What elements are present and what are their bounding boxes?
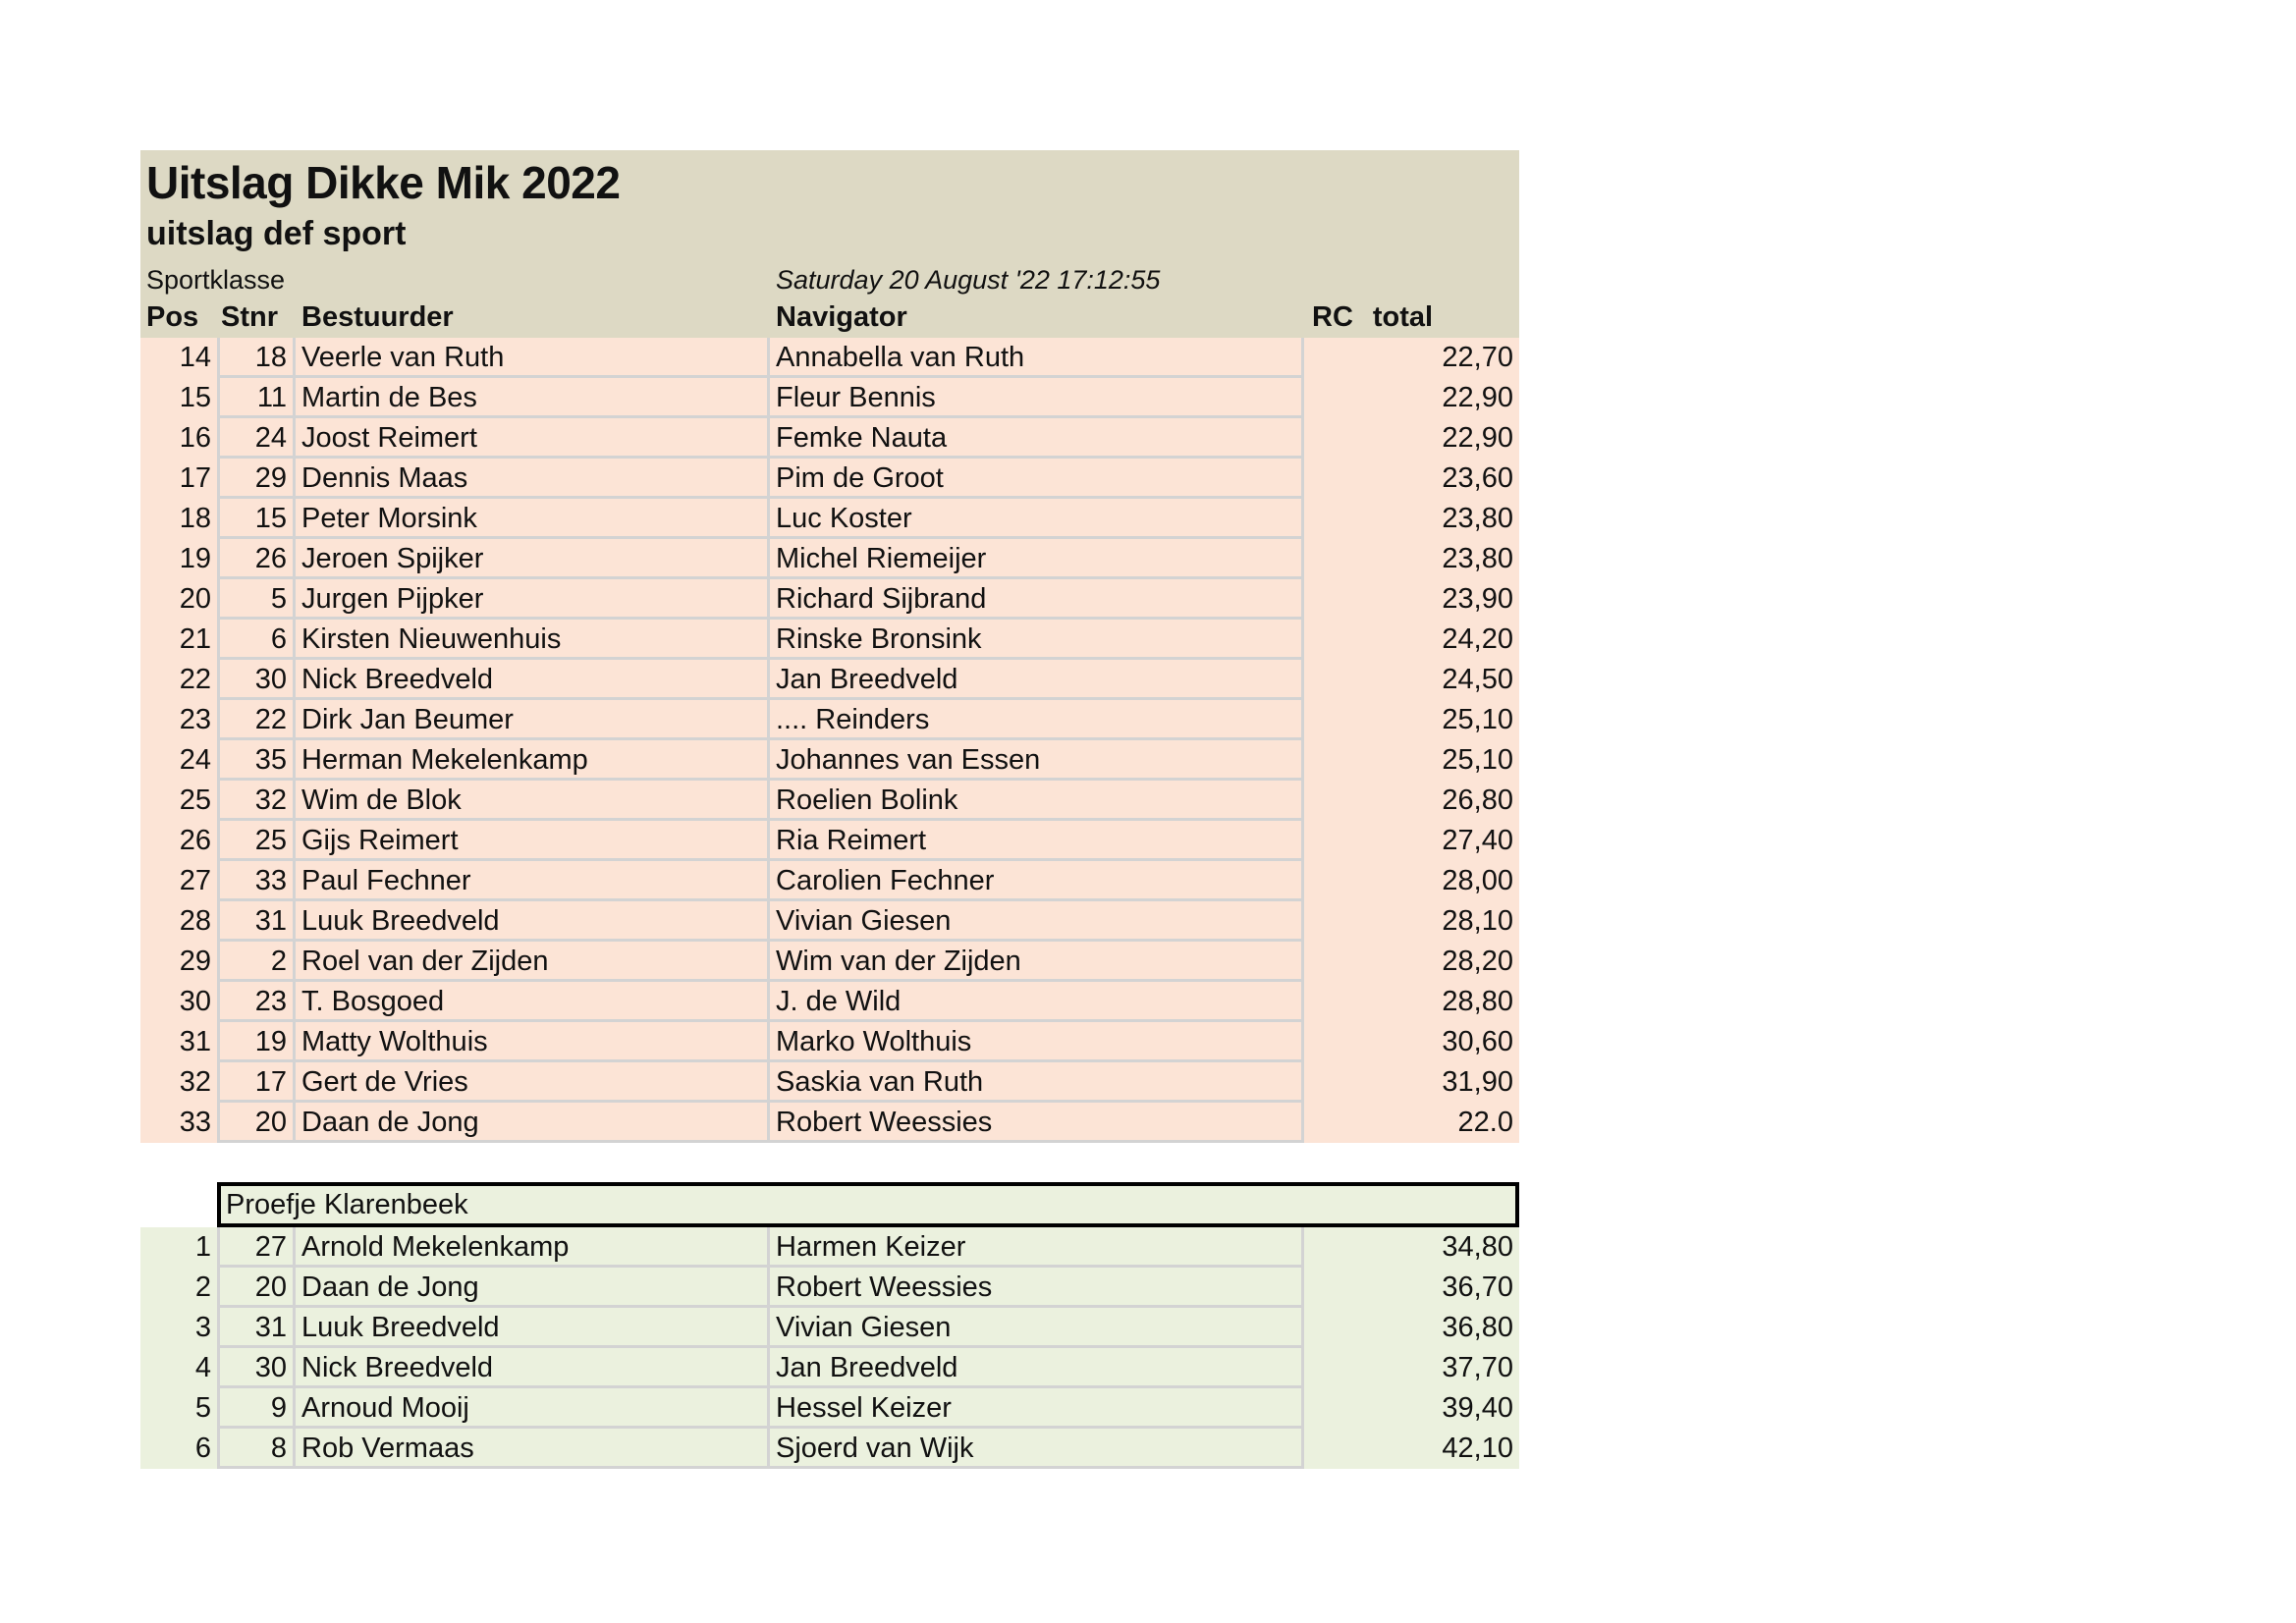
table-row — [140, 620, 1519, 660]
column-header-navigator: Navigator — [776, 301, 907, 333]
bestuurder-cell: Jurgen Pijpker — [296, 579, 770, 620]
total-cell: 30,60 — [1304, 1022, 1519, 1062]
total-cell: 42,10 — [1442, 1433, 1513, 1464]
pos-cell: 25 — [179, 784, 211, 816]
stnr-cell: 31 — [217, 901, 296, 942]
bestuurder-cell: Jeroen Spijker — [296, 539, 770, 579]
bestuurder-cell: Joost Reimert — [296, 418, 770, 459]
navigator-cell: Jan Breedveld — [770, 660, 1304, 700]
pos-cell: 6 — [194, 1433, 211, 1464]
total-cell: 39,40 — [1442, 1392, 1513, 1424]
table-row — [140, 579, 1519, 620]
table-row — [140, 942, 1519, 982]
navigator-cell: J. de Wild — [770, 982, 1304, 1022]
stnr-cell: 23 — [217, 982, 296, 1022]
bestuurder-cell: Daan de Jong — [296, 1103, 770, 1143]
navigator-cell: Saskia van Ruth — [770, 1062, 1304, 1103]
navigator-cell: Michel Riemeijer — [770, 539, 1304, 579]
table-row — [140, 740, 1519, 781]
total-cell: 37,70 — [1442, 1352, 1513, 1383]
stnr-cell: 33 — [217, 861, 296, 901]
proef-table-body — [140, 1227, 1519, 1469]
pos-cell: 4 — [194, 1352, 211, 1383]
table-row — [140, 1308, 1519, 1348]
total-cell: 36,80 — [1442, 1312, 1513, 1343]
stnr-cell: 20 — [217, 1103, 296, 1143]
column-header-stnr: Stnr — [221, 301, 278, 333]
bestuurder-cell: Dennis Maas — [296, 459, 770, 499]
navigator-cell: .... Reinders — [770, 700, 1304, 740]
bestuurder-cell: Nick Breedveld — [296, 660, 770, 700]
navigator-cell: Hessel Keizer — [770, 1388, 1304, 1429]
total-cell: 28,80 — [1304, 982, 1519, 1022]
pos-cell: 33 — [179, 1107, 211, 1138]
bestuurder-cell: Peter Morsink — [296, 499, 770, 539]
bestuurder-cell: Paul Fechner — [296, 861, 770, 901]
navigator-cell: Richard Sijbrand — [770, 579, 1304, 620]
bestuurder-cell: Rob Vermaas — [296, 1429, 770, 1469]
page-subtitle: uitslag def sport — [146, 215, 407, 252]
total-cell: 24,50 — [1304, 660, 1519, 700]
total-cell: 22.0 — [1304, 1103, 1519, 1143]
navigator-cell: Femke Nauta — [770, 418, 1304, 459]
bestuurder-cell: Martin de Bes — [296, 378, 770, 418]
table-row — [140, 539, 1519, 579]
navigator-cell: Rinske Bronsink — [770, 620, 1304, 660]
navigator-cell: Jan Breedveld — [770, 1348, 1304, 1388]
column-header-total: total — [1372, 301, 1434, 333]
table-row — [140, 1022, 1519, 1062]
results-sheet — [140, 150, 1519, 1469]
stnr-cell: 6 — [217, 620, 296, 660]
navigator-cell: Marko Wolthuis — [770, 1022, 1304, 1062]
bestuurder-cell: Gert de Vries — [296, 1062, 770, 1103]
stnr-cell: 11 — [217, 378, 296, 418]
navigator-cell: Robert Weessies — [770, 1268, 1304, 1308]
section-spacer — [140, 1143, 1519, 1182]
stnr-cell: 27 — [217, 1227, 296, 1268]
navigator-cell: Luc Koster — [770, 499, 1304, 539]
navigator-cell: Roelien Bolink — [770, 781, 1304, 821]
total-cell: 28,10 — [1304, 901, 1519, 942]
pos-cell: 1 — [194, 1231, 211, 1263]
stnr-cell: 20 — [217, 1268, 296, 1308]
stnr-cell: 30 — [217, 1348, 296, 1388]
pos-cell: 30 — [179, 986, 211, 1017]
stnr-cell: 17 — [217, 1062, 296, 1103]
bestuurder-cell: T. Bosgoed — [296, 982, 770, 1022]
stnr-cell: 29 — [217, 459, 296, 499]
bestuurder-cell: Arnoud Mooij — [296, 1388, 770, 1429]
navigator-cell: Ria Reimert — [770, 821, 1304, 861]
bestuurder-cell: Wim de Blok — [296, 781, 770, 821]
pos-cell: 23 — [179, 704, 211, 735]
pos-cell: 31 — [179, 1026, 211, 1057]
navigator-cell: Vivian Giesen — [770, 1308, 1304, 1348]
class-label: Sportklasse — [146, 265, 286, 295]
total-cell: 22,90 — [1304, 378, 1519, 418]
navigator-cell: Johannes van Essen — [770, 740, 1304, 781]
column-header-pos: Pos — [146, 301, 199, 333]
pos-cell: 26 — [179, 825, 211, 856]
table-row — [140, 1062, 1519, 1103]
pos-cell: 18 — [179, 503, 211, 534]
stnr-cell: 32 — [217, 781, 296, 821]
table-row — [140, 1429, 1519, 1469]
stnr-cell: 15 — [217, 499, 296, 539]
pos-cell: 22 — [179, 664, 211, 695]
bestuurder-cell: Luuk Breedveld — [296, 901, 770, 942]
stnr-cell: 5 — [217, 579, 296, 620]
pos-cell: 28 — [179, 905, 211, 937]
bestuurder-cell: Dirk Jan Beumer — [296, 700, 770, 740]
total-cell: 28,00 — [1304, 861, 1519, 901]
table-row — [140, 418, 1519, 459]
table-row — [140, 700, 1519, 740]
pos-cell: 16 — [179, 422, 211, 454]
table-row — [140, 1103, 1519, 1143]
stnr-cell: 26 — [217, 539, 296, 579]
total-cell: 25,10 — [1304, 700, 1519, 740]
bestuurder-cell: Roel van der Zijden — [296, 942, 770, 982]
stnr-cell: 22 — [217, 700, 296, 740]
column-header-rc-total — [1304, 298, 1519, 338]
total-cell: 28,20 — [1304, 942, 1519, 982]
table-row — [140, 1388, 1519, 1429]
total-cell: 34,80 — [1442, 1231, 1513, 1263]
total-cell: 27,40 — [1304, 821, 1519, 861]
total-cell: 23,80 — [1304, 499, 1519, 539]
navigator-cell: Wim van der Zijden — [770, 942, 1304, 982]
column-header-rc: RC — [1312, 301, 1353, 333]
stnr-cell: 30 — [217, 660, 296, 700]
stnr-cell: 18 — [217, 338, 296, 378]
pos-cell: 2 — [194, 1271, 211, 1303]
pos-cell: 5 — [194, 1392, 211, 1424]
table-row — [140, 1227, 1519, 1268]
navigator-cell: Vivian Giesen — [770, 901, 1304, 942]
bestuurder-cell: Veerle van Ruth — [296, 338, 770, 378]
total-cell: 31,90 — [1304, 1062, 1519, 1103]
stnr-cell: 35 — [217, 740, 296, 781]
total-cell: 23,60 — [1304, 459, 1519, 499]
pos-cell: 29 — [179, 946, 211, 977]
section-title-proefje: Proefje Klarenbeek — [217, 1182, 1519, 1227]
table-row — [140, 660, 1519, 700]
bestuurder-cell: Matty Wolthuis — [296, 1022, 770, 1062]
bestuurder-cell: Daan de Jong — [296, 1268, 770, 1308]
pos-cell: 19 — [179, 543, 211, 574]
pos-cell: 24 — [179, 744, 211, 776]
column-header-row — [140, 298, 1519, 338]
table-row — [140, 861, 1519, 901]
navigator-cell: Pim de Groot — [770, 459, 1304, 499]
bestuurder-cell: Gijs Reimert — [296, 821, 770, 861]
pos-cell: 32 — [179, 1066, 211, 1098]
bestuurder-cell: Luuk Breedveld — [296, 1308, 770, 1348]
bestuurder-cell: Nick Breedveld — [296, 1348, 770, 1388]
navigator-cell: Robert Weessies — [770, 1103, 1304, 1143]
header-band — [140, 150, 1519, 298]
total-cell: 23,80 — [1304, 539, 1519, 579]
total-cell: 26,80 — [1304, 781, 1519, 821]
pos-cell: 14 — [179, 342, 211, 373]
total-cell: 24,20 — [1304, 620, 1519, 660]
stnr-cell: 9 — [217, 1388, 296, 1429]
table-row — [140, 821, 1519, 861]
navigator-cell: Fleur Bennis — [770, 378, 1304, 418]
table-row — [140, 901, 1519, 942]
sport-table-body — [140, 338, 1519, 1143]
total-cell: 36,70 — [1442, 1271, 1513, 1303]
table-row — [140, 378, 1519, 418]
page-title: Uitslag Dikke Mik 2022 — [146, 157, 621, 208]
navigator-cell: Harmen Keizer — [770, 1227, 1304, 1268]
navigator-cell: Annabella van Ruth — [770, 338, 1304, 378]
bestuurder-cell: Arnold Mekelenkamp — [296, 1227, 770, 1268]
table-row — [140, 499, 1519, 539]
pos-cell: 3 — [194, 1312, 211, 1343]
table-row — [140, 1348, 1519, 1388]
pos-cell: 20 — [179, 583, 211, 615]
stnr-cell: 8 — [217, 1429, 296, 1469]
bestuurder-cell: Herman Mekelenkamp — [296, 740, 770, 781]
table-row — [140, 338, 1519, 378]
total-cell: 22,70 — [1304, 338, 1519, 378]
total-cell: 23,90 — [1304, 579, 1519, 620]
column-header-bestuurder: Bestuurder — [301, 301, 454, 333]
table-row — [140, 1268, 1519, 1308]
pos-cell: 15 — [179, 382, 211, 413]
pos-cell: 27 — [179, 865, 211, 896]
table-row — [140, 982, 1519, 1022]
navigator-cell: Carolien Fechner — [770, 861, 1304, 901]
pos-cell: 21 — [179, 623, 211, 655]
pos-cell: 17 — [179, 462, 211, 494]
stnr-cell: 24 — [217, 418, 296, 459]
timestamp: Saturday 20 August '22 17:12:55 — [776, 265, 1161, 295]
table-row — [140, 459, 1519, 499]
stnr-cell: 19 — [217, 1022, 296, 1062]
table-row — [140, 781, 1519, 821]
stnr-cell: 2 — [217, 942, 296, 982]
stnr-cell: 25 — [217, 821, 296, 861]
total-cell: 22,90 — [1304, 418, 1519, 459]
total-cell: 25,10 — [1304, 740, 1519, 781]
bestuurder-cell: Kirsten Nieuwenhuis — [296, 620, 770, 660]
stnr-cell: 31 — [217, 1308, 296, 1348]
navigator-cell: Sjoerd van Wijk — [770, 1429, 1304, 1469]
